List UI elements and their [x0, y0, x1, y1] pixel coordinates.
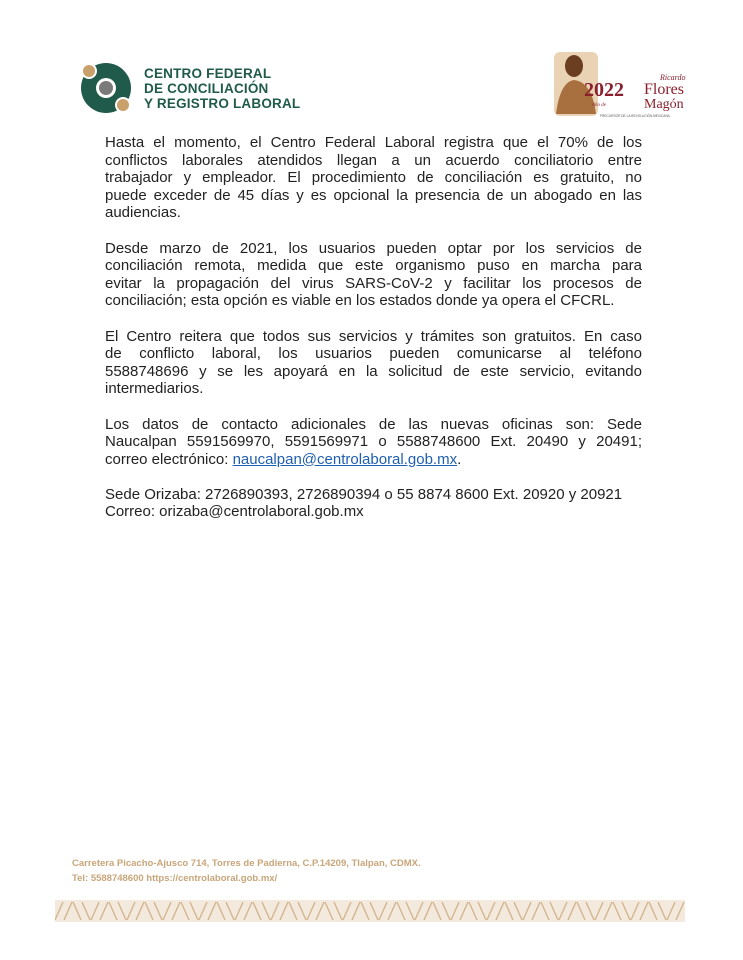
footer-contact: Tel: 5588748600 https://centrolaboral.gob.mx/ [72, 873, 278, 884]
cfcrl-logo [80, 62, 300, 114]
decorative-pattern-band [55, 900, 685, 922]
text-line: Naucalpan 5591569970, 5591569971 o 5588748600 Ext. 20490 y 20491; [105, 433, 642, 451]
text-line: El Centro reitera que todos sus servicios y trámites son gratuitos. En caso [105, 327, 642, 345]
org-name-line: Y REGISTRO LABORAL [144, 95, 301, 111]
paragraph [105, 134, 642, 222]
cfcrl-emblem-icon [80, 62, 132, 114]
text-line: de conflicto laboral, los usuarios pueden comunicarse al teléfono [105, 345, 642, 363]
svg-text:Año de: Año de [592, 103, 607, 108]
footer-address: Carretera Picacho-Ajusco 714, Torres de Padierna, C.P.14209, Tlalpan, CDMX. [72, 858, 421, 869]
text-line: intermediarios. [105, 380, 204, 398]
text-line: conciliación remota, medida que este organismo puso en marcha para [105, 257, 642, 275]
svg-text:Ricardo: Ricardo [660, 73, 686, 82]
text-line: Los datos de contacto adicionales de las nuevas oficinas son: Sede [105, 415, 642, 433]
text-line: 5588748696 y se les apoyará en la solicitud de este servicio, evitando [105, 362, 642, 380]
paragraph [105, 416, 642, 469]
paragraph [105, 240, 642, 310]
text-line: puede exceder de 45 días y es opcional la presencia de un abogado en las [105, 186, 642, 204]
org-name [144, 66, 300, 111]
flores-magon-2022-badge [548, 48, 688, 120]
svg-text:Magón: Magón [644, 97, 684, 112]
text-line: trabajador y empleador. El procedimiento de conciliación es gratuito, no [105, 169, 642, 187]
text-line: Correo: orizaba@centrolaboral.gob.mx [105, 503, 364, 521]
paragraph [105, 486, 642, 521]
text-line [105, 451, 642, 469]
text-line: Sede Orizaba: 2726890393, 2726890394 o 55 8874 8600 Ext. 20920 y 20921 [105, 485, 623, 503]
paragraph [105, 328, 642, 398]
text-line: Desde marzo de 2021, los usuarios pueden optar por los servicios de [105, 239, 642, 257]
naucalpan-email-link[interactable]: naucalpan@centrolaboral.gob.mx [232, 450, 458, 468]
punctuation: . [457, 450, 462, 468]
text-line: Hasta el momento, el Centro Federal Laboral registra que el 70% de los [105, 134, 642, 151]
press-release-body [105, 134, 642, 539]
svg-text:Flores: Flores [644, 81, 684, 98]
text-line: conflictos laborales atendidos llegan a un acuerdo conciliatorio entre [105, 151, 642, 169]
email-label: correo electrónico: [105, 450, 233, 468]
svg-text:2022: 2022 [584, 79, 624, 101]
text-line: evitar la propagación del virus SARS-CoV-2 y facilitar los procesos de [105, 274, 642, 292]
text-line: conciliación; esta opción es viable en los estados donde ya opera el CFCRL. [105, 292, 615, 310]
text-line: audiencias. [105, 204, 181, 222]
footer [72, 856, 421, 886]
org-name-line: CENTRO FEDERAL [144, 65, 272, 81]
svg-text:PRECURSOR DE LA REVOLUCIÓN MEX: PRECURSOR DE LA REVOLUCIÓN MEXICANA [600, 114, 670, 118]
org-name-line: DE CONCILIACIÓN [144, 80, 269, 96]
